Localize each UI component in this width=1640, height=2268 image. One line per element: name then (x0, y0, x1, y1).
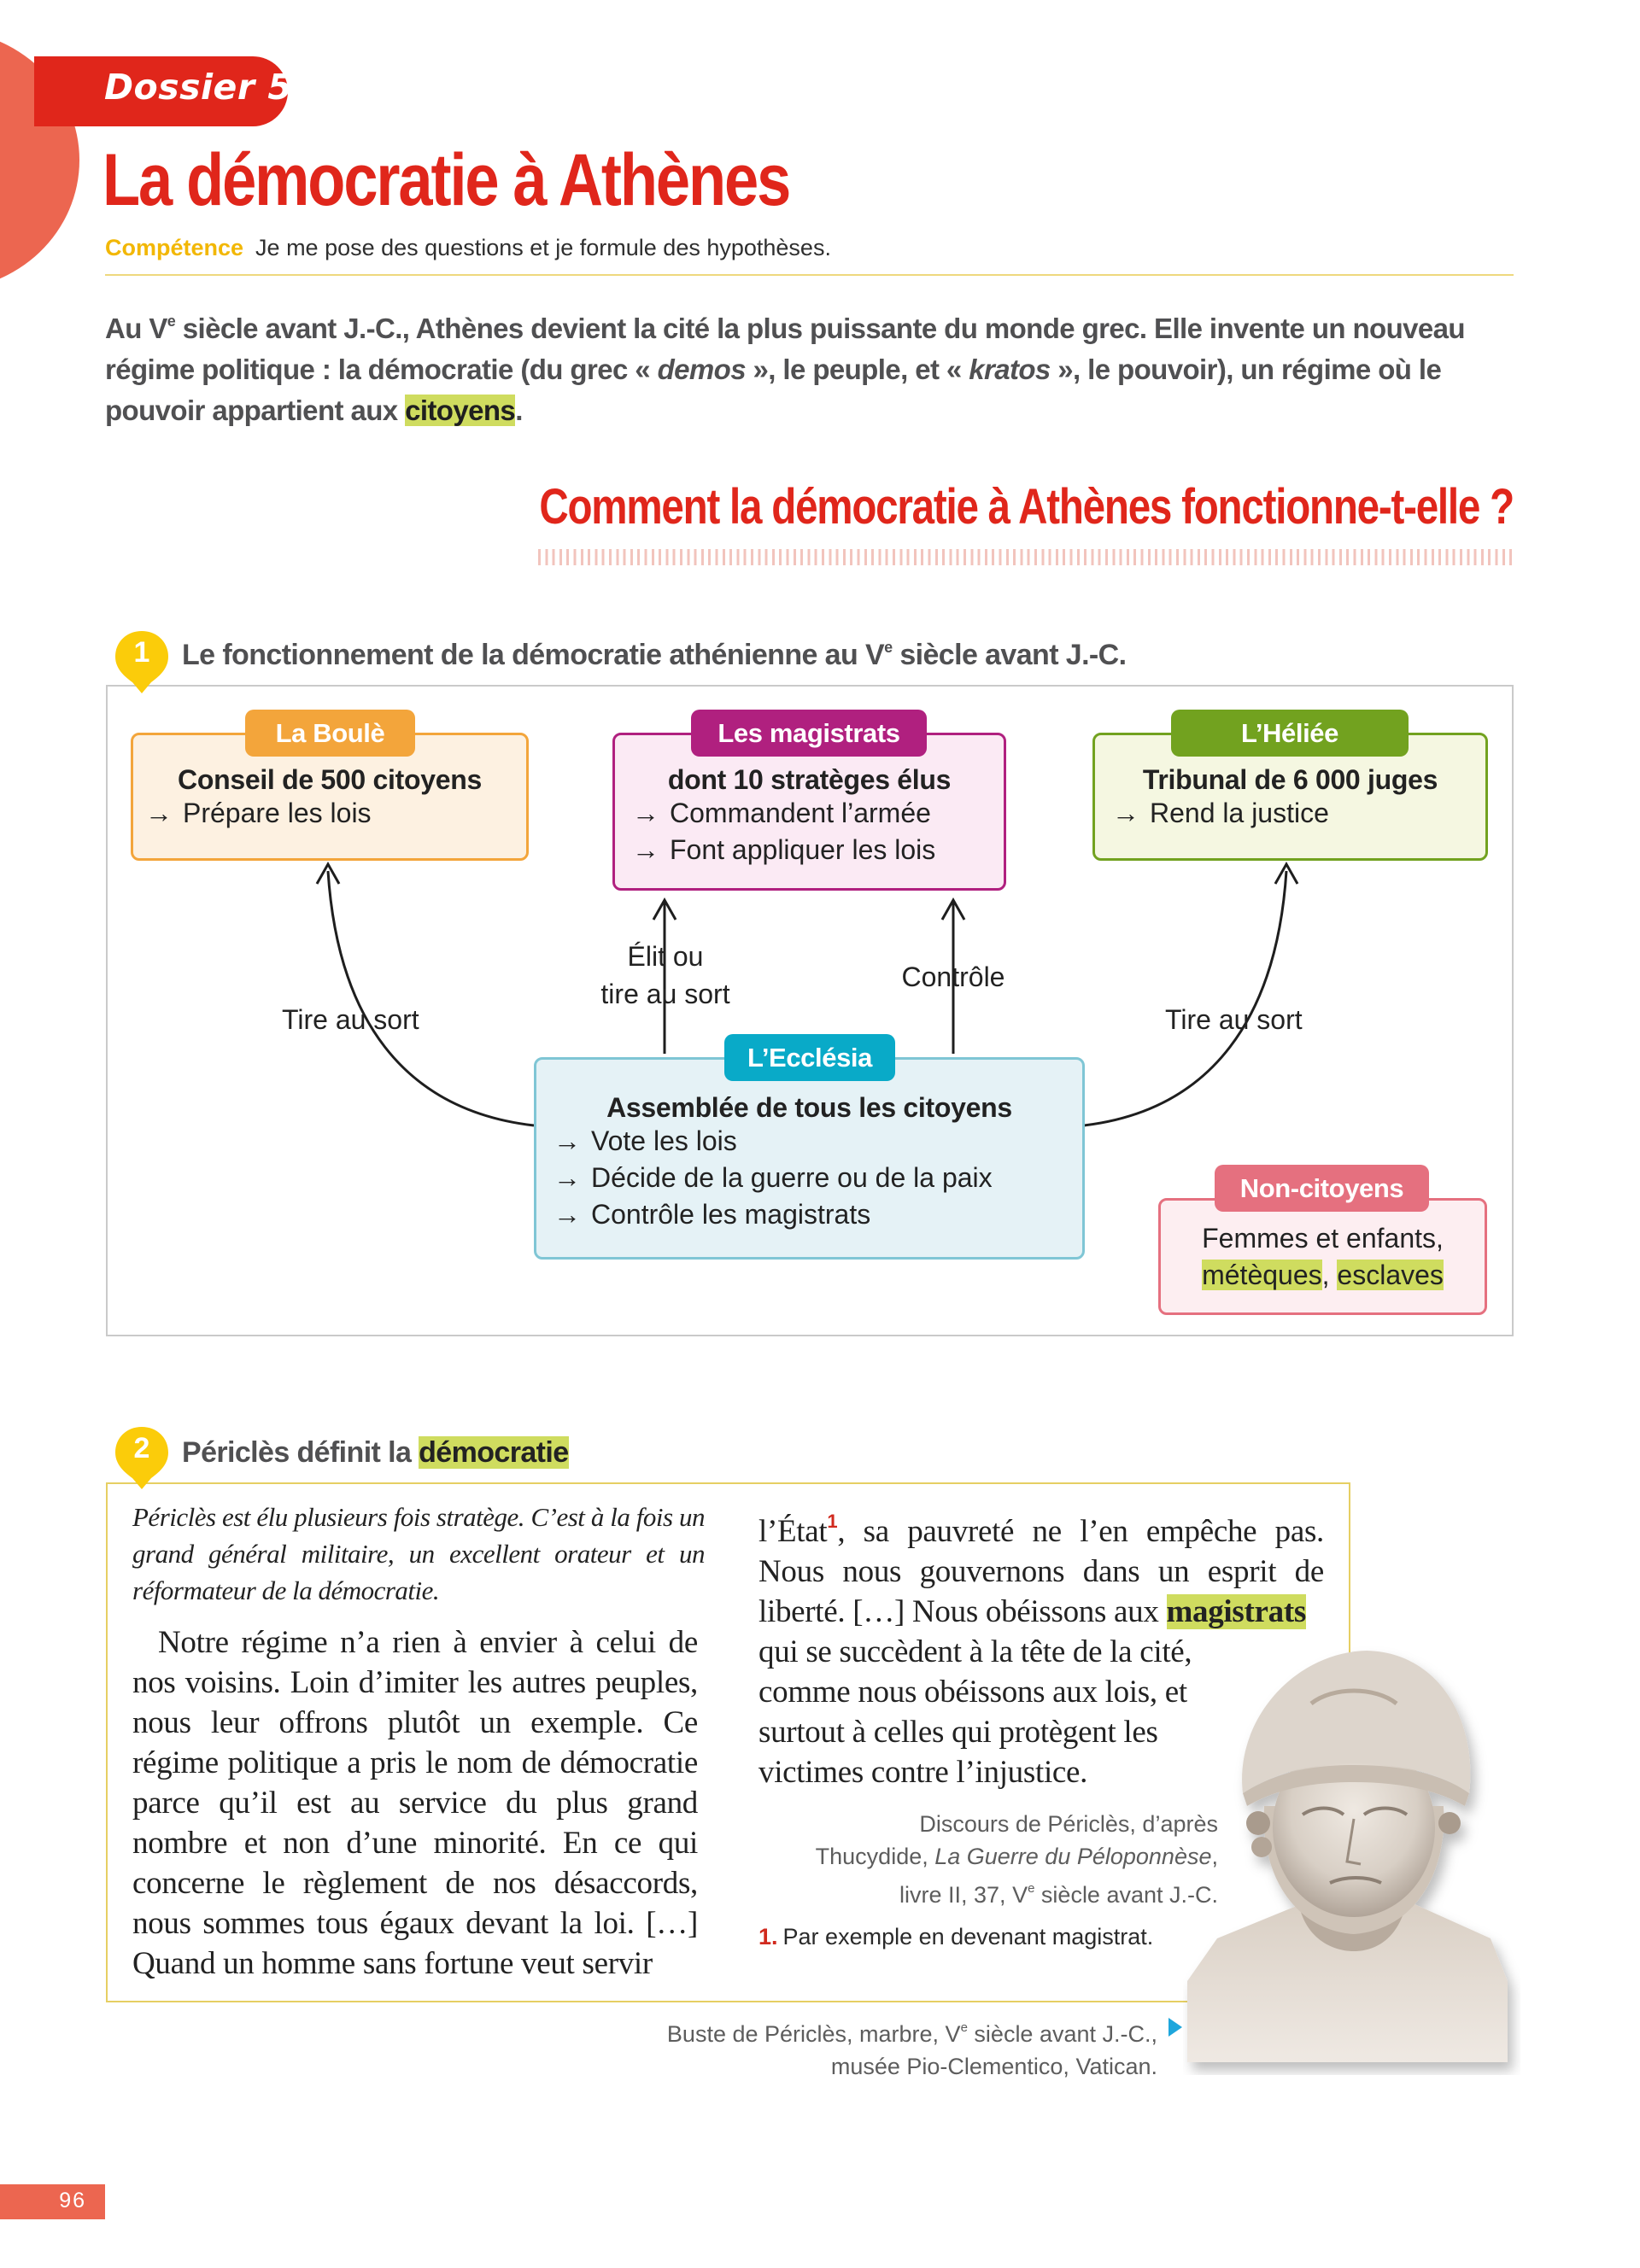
non-citoyens-line1: Femmes et enfants, (1202, 1223, 1444, 1254)
footnote (758, 1924, 1153, 1950)
arrow-right-icon: → (1112, 798, 1139, 828)
intro-text: », le peuple, et « (745, 354, 969, 385)
term-demos: demos (657, 354, 746, 385)
connector-ecclesia-boule (328, 871, 534, 1125)
citation-text: livre II, 37, V (899, 1882, 1028, 1908)
doc1-title-text: Le fonctionnement de la démocratie athénienne au V (182, 639, 885, 671)
boule-role-text: Prépare les lois (183, 798, 372, 828)
magistrats-role (632, 834, 1004, 866)
ecclesia-role-text: Contrôle les magistrats (591, 1199, 871, 1230)
doc2-title-text: Périclès définit la (182, 1436, 419, 1469)
label-tire-au-sort-right: Tire au sort (1165, 1004, 1303, 1035)
doc1-title-text: siècle avant J.-C. (892, 639, 1127, 671)
caption-line: musée Pio-Clementico, Vatican. (830, 2054, 1157, 2079)
intro-text: siècle avant J.-C., Athènes devient la cité la plus puissante du monde grec. Elle invente un nouveau régime politique : la démocratie (du grec « (105, 313, 1465, 385)
magistrats-tab: Les magistrats (691, 710, 927, 757)
superscript: e (960, 2020, 968, 2035)
source-text: comme nous obéissons aux lois, et (758, 1675, 1187, 1710)
doc-number-marker-2 (114, 1425, 170, 1490)
source-text: victimes contre l’injustice. (758, 1755, 1088, 1790)
ecclesia-role-text: Décide de la guerre ou de la paix (591, 1162, 993, 1193)
footnote-number: 1. (758, 1924, 778, 1949)
magistrats-role-text: Font appliquer les lois (670, 834, 936, 865)
label-line: tire au sort (600, 979, 730, 1009)
page-number-bar (0, 2184, 105, 2219)
glossary-keyword-meteques[interactable]: métèques (1202, 1260, 1322, 1290)
caption-text: siècle avant J.-C., (967, 2021, 1157, 2047)
source-text: , sa pauvreté ne l’en empêche pas. Nous nous gouvernons dans un esprit de liberté. […] Nous obéissons aux (758, 1514, 1324, 1629)
separator: , (1321, 1260, 1338, 1290)
intro-text: Au V (105, 313, 167, 344)
non-citoyens-tab: Non-citoyens (1215, 1165, 1429, 1212)
label-elit-ou-tire-au-sort (577, 938, 753, 1013)
ecclesia-role (554, 1125, 1082, 1157)
pericles-bust-image (1183, 1644, 1520, 2075)
competence-label: Compétence (105, 235, 244, 260)
magistrats-title: dont 10 stratèges élus (667, 764, 952, 795)
problem-question: Comment la démocratie à Athènes fonctionne-t-elle ? (539, 479, 1514, 535)
caption-text: Buste de Périclès, marbre, V (666, 2021, 961, 2047)
glossary-keyword-citoyens[interactable]: citoyens (405, 395, 516, 426)
competence-text: Je me pose des questions et je formule des hypothèses. (255, 235, 831, 260)
ecclesia-box (534, 1057, 1085, 1260)
caption-line (598, 2012, 1157, 2050)
label-tire-au-sort-left: Tire au sort (282, 1004, 419, 1035)
superscript: e (884, 639, 893, 656)
label-line: Élit ou (627, 941, 704, 972)
boule-role (145, 798, 526, 829)
magistrats-role (632, 798, 1004, 829)
ecclesia-title: Assemblée de tous les citoyens (606, 1092, 1012, 1123)
image-caption (598, 2012, 1157, 2083)
arrow-right-icon: → (554, 1199, 581, 1230)
doc2-title (182, 1436, 569, 1470)
heliee-title: Tribunal de 6 000 juges (1142, 764, 1438, 795)
citation-work-title: La Guerre du Péloponnèse (934, 1844, 1212, 1869)
source-text: surtout à celles qui protègent les (758, 1715, 1158, 1750)
dossier-label: Dossier 5 (104, 67, 293, 108)
citation-text: Thucydide, (815, 1844, 935, 1869)
superscript: e (167, 313, 176, 330)
ecclesia-tab: L’Ecclésia (724, 1034, 895, 1081)
footnote-ref[interactable]: 1 (827, 1511, 838, 1532)
heliee-tab: L’Héliée (1171, 710, 1409, 757)
heliee-role (1112, 798, 1485, 829)
arrow-right-icon: → (632, 798, 659, 828)
superscript: e (1028, 1881, 1035, 1896)
citation-line: Discours de Périclès, d’après (919, 1811, 1218, 1837)
citation-line (743, 1873, 1218, 1911)
arrow-right-icon: → (554, 1162, 581, 1193)
caption-pointer-icon (1168, 2018, 1182, 2037)
citation-text: siècle avant J.-C. (1034, 1882, 1218, 1908)
arrow-right-icon: → (632, 834, 659, 865)
arrow-right-icon: → (554, 1125, 581, 1156)
non-citoyens-line2 (1161, 1260, 1485, 1291)
connector-ecclesia-heliee (1084, 871, 1286, 1125)
source-text-column-1 (132, 1622, 698, 1984)
magistrats-role-text: Commandent l’armée (670, 798, 931, 828)
intro-text: . (515, 395, 523, 426)
ecclesia-role-text: Vote les lois (591, 1125, 737, 1156)
boule-tab: La Boulè (245, 710, 415, 757)
citation-text: , (1211, 1844, 1218, 1869)
source-text: qui se succèdent à la tête de la cité, (758, 1634, 1192, 1669)
boule-title: Conseil de 500 citoyens (178, 764, 482, 795)
doc-number: 1 (133, 636, 150, 669)
arrow-right-icon: → (145, 798, 173, 828)
footnote-text: Par exemple en devenant magistrat. (782, 1924, 1154, 1949)
source-text: Notre régime n’a rien à envier à celui de nos voisins. Loin d’imiter les autres peuples, nous leur offrons plutôt un exemple. Ce régime politique a pris le nom de démocratie parce qu’il est au service du plus grand nombre et non d’une minorité. En ce qui concerne le règlement de nos désaccords, nous sommes tous égaux devant la loi. […] Quand un homme sans fortune veut servir (132, 1625, 698, 1981)
heliee-role-text: Rend la justice (1150, 798, 1329, 828)
label-controle: Contrôle (901, 962, 1005, 992)
term-kratos: kratos (969, 354, 1051, 385)
source-text: l’État (758, 1514, 828, 1549)
page-title: La démocratie à Athènes (102, 139, 790, 221)
source-citation (743, 1808, 1218, 1911)
citation-line (743, 1840, 1218, 1873)
ecclesia-role (554, 1199, 1082, 1230)
glossary-keyword-magistrats[interactable]: magistrats (1166, 1594, 1306, 1629)
ecclesia-role (554, 1162, 1082, 1194)
non-citoyens-box (1158, 1198, 1487, 1315)
page-number: 96 (59, 2189, 86, 2212)
source-introduction: Périclès est élu plusieurs fois stratège. C’est à la fois un grand général militaire, un excellent orateur et un réformateur de la démocratie. (132, 1502, 705, 1605)
doc-number: 2 (133, 1432, 150, 1464)
intro-text: », le pouvoir), un régime où le pouvoir appartient aux (105, 354, 1442, 426)
glossary-keyword-democratie[interactable]: démocratie (419, 1436, 569, 1469)
glossary-keyword-esclaves[interactable]: esclaves (1337, 1260, 1444, 1290)
